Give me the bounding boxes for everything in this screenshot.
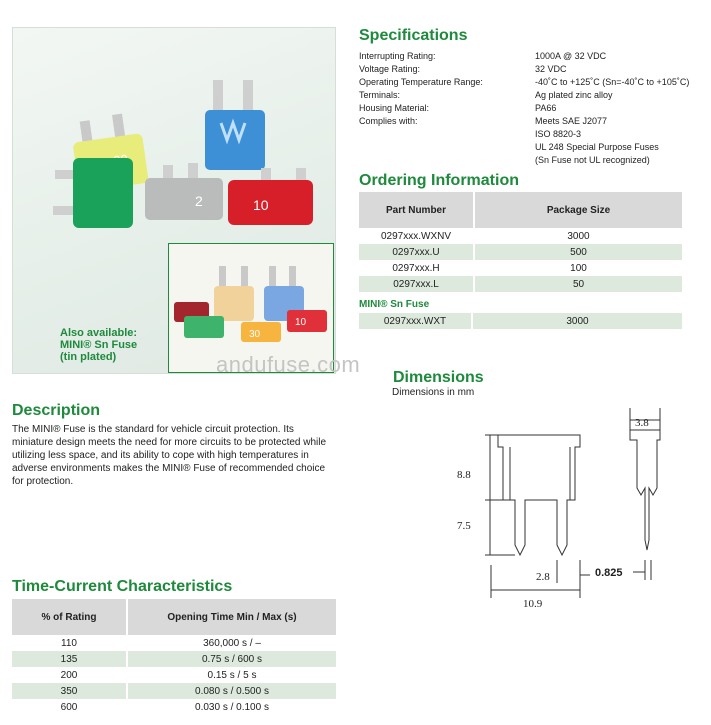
spec-key: Operating Temperature Range: [359,77,483,87]
spec-key: Terminals: [359,90,401,100]
spec-value: -40˚C to +125˚C (Sn=-40˚C to +105˚C) [535,77,690,87]
table-row [359,260,682,276]
table-row [359,244,682,260]
table-cell: 0297xxx.WXNV [380,230,452,242]
table-cell: 360,000 s / – [127,635,336,651]
spec-key: Complies with: [359,116,418,126]
table-row [12,699,336,715]
spec-value: PA66 [535,103,557,113]
ordering-table [359,192,682,292]
table-row [12,651,336,667]
spec-key [359,128,535,141]
spec-value: 32 VDC [535,64,567,74]
specifications-list [359,50,705,167]
spec-value: (Sn Fuse not UL recognized) [535,155,650,165]
spec-key [359,141,535,154]
ordering-header-package: Package Size [474,192,682,228]
table-cell: 0.030 s / 0.100 s [127,699,336,715]
blue-fuse [205,80,265,170]
table-row [12,635,336,651]
spec-value: Meets SAE J2077 [535,116,608,126]
dimension-drawing [455,400,695,615]
table-cell: 0297xxx.U [359,244,474,260]
dim-blade-spacing: 2.8 [536,571,550,583]
inset-orange-label: 30 [249,329,261,340]
also-available-line1: Also available: [60,327,138,339]
tc-header-rating: % of Rating [12,599,127,635]
spec-row [359,76,705,89]
red-fuse-label: 10 [253,197,269,213]
table-cell: 0.75 s / 600 s [127,651,336,667]
table-cell: 200 [60,669,78,681]
table-row [359,313,682,329]
table-cell: 0297xxx.L [359,276,474,292]
table-cell: 3000 [474,228,682,244]
table-cell: 0.080 s / 0.500 s [127,683,336,699]
also-available-caption [60,327,137,363]
table-cell: 0297xxx.WXT [359,313,472,329]
time-current-title: Time-Current Characteristics [12,578,233,595]
table-cell: 500 [474,244,682,260]
spec-row [359,50,705,63]
spec-row [359,115,705,128]
specifications-title: Specifications [359,27,468,44]
spec-value: ISO 8820-3 [535,129,582,139]
inset-red-label: 10 [295,317,307,328]
table-cell: 600 [60,701,78,713]
time-current-table [12,599,336,715]
spec-row [359,128,705,141]
table-row [359,276,682,292]
dimensions-subtitle: Dimensions in mm [392,387,475,398]
description-title: Description [12,402,101,419]
also-available-line2: MINI® Sn Fuse [60,339,138,351]
table-cell: 350 [12,683,127,699]
spec-row [359,141,705,154]
dim-blade-length: 7.5 [457,520,471,532]
table-cell: 0297xxx.H [392,262,440,274]
spec-key: Housing Material: [359,103,430,113]
table-cell: 3000 [472,313,682,329]
table-cell: 50 [474,276,682,292]
description-text: The MINI® Fuse is the standard for vehicle circuit protection. Its miniature design meets the need for more circuits to be protected while utilizing less space, and its ability to cope with high temperatures in adverse environments makes the MINI® Fuse of recommended choice for protection. [12,424,327,487]
spec-value: Ag plated zinc alloy [535,90,613,100]
sn-ordering-table [359,313,682,329]
table-row [12,683,336,699]
spec-row [359,102,705,115]
spec-value: UL 248 Special Purpose Fuses [535,142,659,152]
dim-overall-width: 10.9 [523,598,543,610]
dim-blade-thickness: 0.825 [595,567,623,579]
spec-key: Voltage Rating: [359,64,421,74]
dimensions-title: Dimensions [393,369,484,386]
dim-body-height: 8.8 [457,469,471,481]
grey-fuse [145,163,223,220]
spec-row [359,89,705,102]
tc-header-opening-time: Opening Time Min / Max (s) [127,599,336,635]
table-cell: 100 [474,260,682,276]
spec-key: Interrupting Rating: [359,51,436,61]
spec-row [359,63,705,76]
dim-thickness: 3.8 [635,417,649,429]
green-fuse [53,158,133,228]
grey-fuse-label: 2 [195,193,203,209]
watermark: andufuse.com [216,352,361,377]
table-cell: 0.15 s / 5 s [127,667,336,683]
spec-key [359,154,535,167]
ordering-header-part: Part Number [359,192,474,228]
spec-value: 1000A @ 32 VDC [535,51,607,61]
table-row [12,667,336,683]
sn-fuse-subtitle: MINI® Sn Fuse [359,299,430,310]
table-row [359,228,682,244]
ordering-title: Ordering Information [359,172,519,189]
table-cell: 110 [61,637,77,649]
spec-row [359,154,705,167]
also-available-line3: (tin plated) [60,351,117,363]
red-fuse [228,168,313,225]
table-cell: 135 [12,651,127,667]
